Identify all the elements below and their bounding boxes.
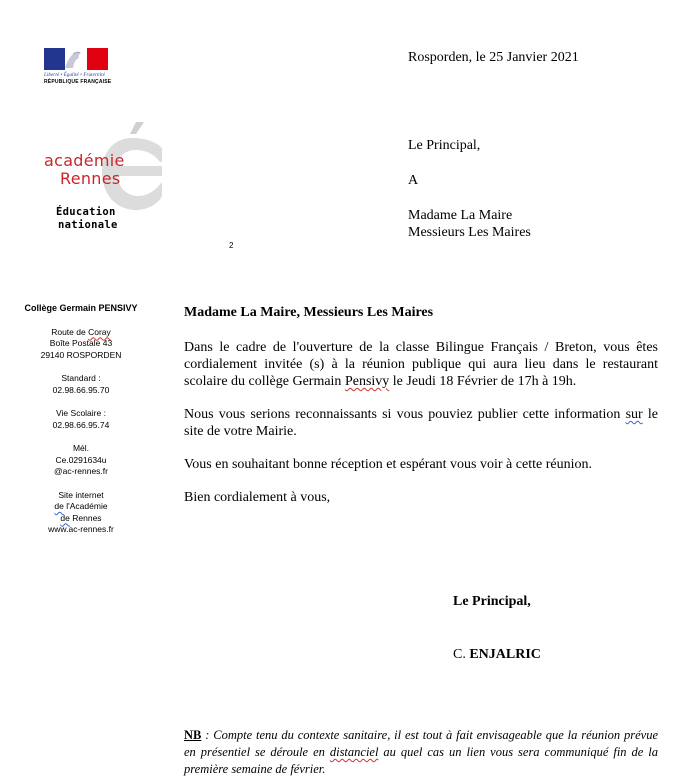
page-mark: 2 xyxy=(229,241,234,250)
marianne-flag-icon xyxy=(44,48,108,70)
vie-scolaire-block xyxy=(16,408,146,431)
address-street-word: Coray xyxy=(88,326,111,337)
website-url: www.ac-rennes.fr xyxy=(48,524,114,534)
nb-label: NB xyxy=(184,728,202,742)
nationale-line: nationale xyxy=(58,219,118,231)
p2-flagged-word: sur xyxy=(625,407,643,422)
college-name: Collège Germain PENSIVY xyxy=(24,303,138,313)
website-word-2: de xyxy=(60,512,70,523)
paragraph-closing: Vous en souhaitant bonne réception et espérant vous voir à cette réunion. xyxy=(184,457,592,472)
website-label: Site internet xyxy=(58,489,104,500)
date-line: Rosporden, le 25 Janvier 2021 xyxy=(408,50,579,65)
p2-text-a: Nous vous serions reconnaissants si vous pouviez publier cette information xyxy=(184,407,626,422)
email-line-2: @ac-rennes.fr xyxy=(54,466,108,476)
education-line: Éducation xyxy=(56,206,116,218)
education-nationale-text xyxy=(56,206,118,232)
letter-body xyxy=(184,304,658,522)
school-contact-sidebar xyxy=(16,303,146,548)
nb-text-a: : Compte tenu du contexte sanitaire, il est tout à fait envisageable que la réunion prévue en présentiel se déroule en xyxy=(184,728,658,759)
nb-note xyxy=(184,727,658,778)
standard-label: Standard : xyxy=(61,373,101,383)
rennes-text: Rennes xyxy=(60,169,121,188)
paragraph-publish-request xyxy=(184,406,658,440)
recipient-line-1: Madame La Maire xyxy=(408,208,513,223)
signature-name xyxy=(453,647,541,663)
website-word-1: de xyxy=(54,501,64,511)
address-block xyxy=(16,327,146,362)
standard-phone: 02.98.66.95.70 xyxy=(52,384,110,395)
email-label: Mél. xyxy=(72,443,90,453)
paragraph-invitation xyxy=(184,339,658,390)
website-block xyxy=(16,490,146,536)
website-rest-1: l'Académie xyxy=(63,501,108,511)
academie-text: académie xyxy=(44,151,125,170)
p1-flagged-word: Pensivy xyxy=(344,374,390,389)
p1-text-b: le Jeudi 18 Février de 17h à 19h. xyxy=(389,374,577,389)
nb-text-b: au quel cas un lien vous sera communiqué fin de la première semaine de février. xyxy=(184,745,658,776)
email-block xyxy=(16,443,146,478)
signature-surname: ENJALRIC xyxy=(469,647,541,662)
website-line-2 xyxy=(16,513,146,525)
address-prefix: Route de xyxy=(51,326,89,337)
republic-motto: Liberté • Égalité • Fraternité xyxy=(44,73,105,78)
website-rest-2: Rennes xyxy=(69,512,102,523)
recipient-prefix: A xyxy=(408,173,419,188)
standard-block xyxy=(16,373,146,396)
sender-title: Le Principal, xyxy=(408,138,481,153)
nb-flagged-word: distanciel xyxy=(329,745,379,759)
recipient-line-2: Messieurs Les Maires xyxy=(408,225,531,240)
salutation: Madame La Maire, Messieurs Les Maires xyxy=(184,305,434,320)
address-line-3: 29140 ROSPORDEN xyxy=(40,349,122,360)
academie-wordmark xyxy=(44,152,125,188)
paragraph-regards: Bien cordialement à vous, xyxy=(184,490,331,505)
p2-text-b: le site de votre Mairie. xyxy=(184,407,658,439)
academie-rennes-logo xyxy=(40,120,165,235)
p1-text-a: Dans le cadre de l'ouverture de la classe Bilingue Français / Breton, vous êtes cordialement invitée (s) à la réunion publique qui aura lieu dans le restaurant scolaire du collège Germain xyxy=(184,340,658,389)
republique-francaise-logo xyxy=(44,48,110,85)
signature-title: Le Principal, xyxy=(453,594,531,609)
signature-initial: C. xyxy=(453,647,470,662)
vie-scolaire-label: Vie Scolaire : xyxy=(56,408,106,418)
website-line-1 xyxy=(16,501,146,513)
republic-name: RÉPUBLIQUE FRANÇAISE xyxy=(44,79,112,85)
address-line-2: Boîte Postale 43 xyxy=(49,338,113,348)
vie-scolaire-phone: 02.98.66.95.74 xyxy=(52,419,110,430)
email-line-1: Ce.0291634u xyxy=(55,454,107,465)
address-line-1 xyxy=(16,327,146,339)
